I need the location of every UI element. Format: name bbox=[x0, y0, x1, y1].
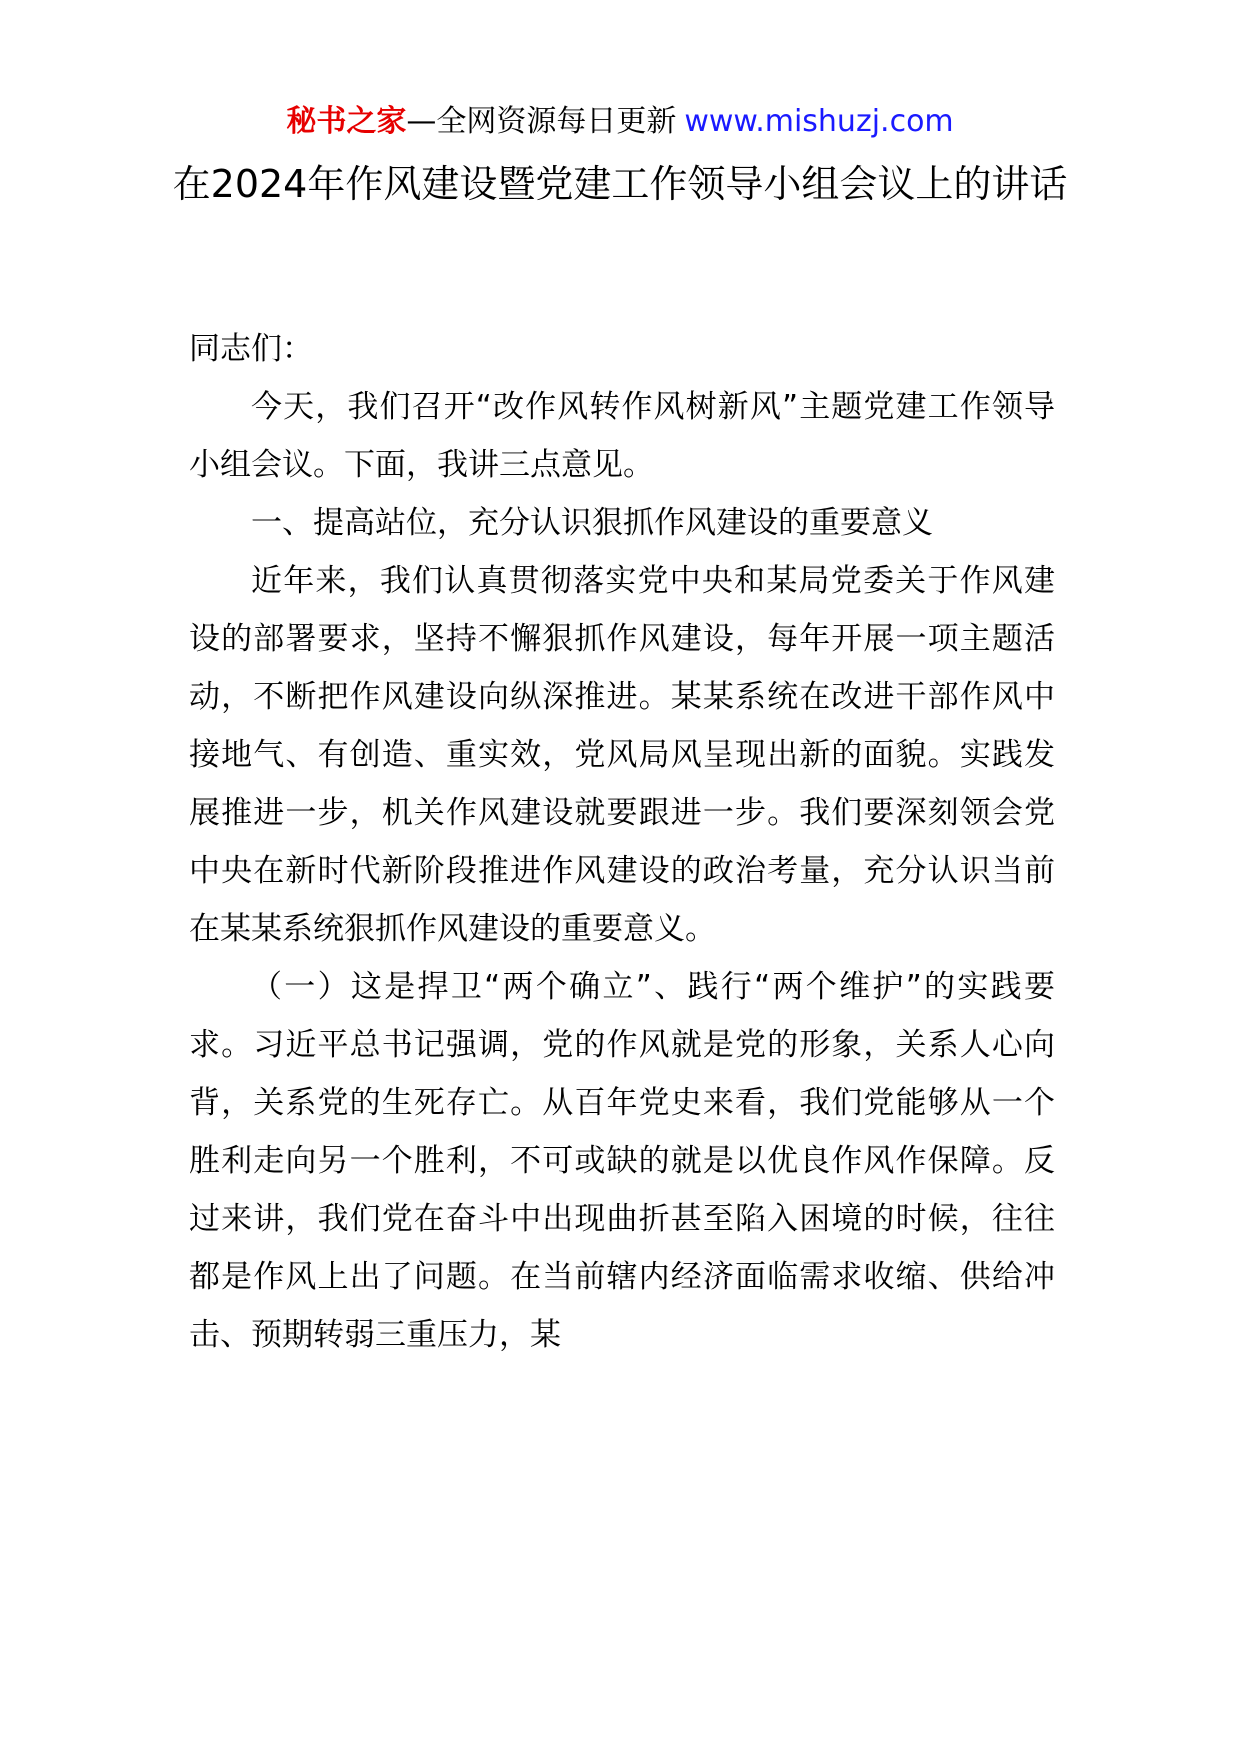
paragraph-background: 近年来，我们认真贯彻落实党中央和某局党委关于作风建设的部署要求，坚持不懈狠抓作风建设，每年开展一项主题活动，不断把作风建设向纵深推进。某某系统在改进干部作风中接地气、有创造、重实效，党风局风呈现出新的面貌。实践发展推进一步，机关作风建设就要跟进一步。我们要深刻领会党中央在新时代新阶段推进作风建设的政治考量，充分认识当前在某某系统狠抓作风建设的重要意义。 bbox=[189, 563, 1055, 947]
salutation: 同志们： bbox=[189, 331, 313, 367]
section-heading-1: 一、提高站位，充分认识狠抓作风建设的重要意义 bbox=[251, 505, 933, 541]
paragraph-point-1: （一）这是捍卫“两个确立”、践行“两个维护”的实践要求。习近平总书记强调，党的作风就是党的形象，关系人心向背，关系党的生死存亡。从百年党史来看，我们党能够从一个胜利走向另一个胜利，不可或缺的就是以优良作风作保障。反过来讲，我们党在奋斗中出现曲折甚至陷入困境的时候，往往都是作风上出了问题。在当前辖内经济面临需求收缩、供给冲击、预期转弱三重压力，某 bbox=[189, 969, 1055, 1353]
site-tagline: —全网资源每日更新 bbox=[406, 104, 677, 139]
site-url-link[interactable]: www.mishuzj.com bbox=[684, 104, 954, 139]
site-header bbox=[0, 100, 1240, 144]
paragraph-intro: 今天，我们召开“改作风转作风树新风”主题党建工作领导小组会议。下面，我讲三点意见。 bbox=[189, 389, 1055, 483]
document-body bbox=[189, 320, 1055, 1364]
document-title: 在2024年作风建设暨党建工作领导小组会议上的讲话 bbox=[172, 162, 1068, 206]
site-brand: 秘书之家 bbox=[286, 104, 407, 139]
